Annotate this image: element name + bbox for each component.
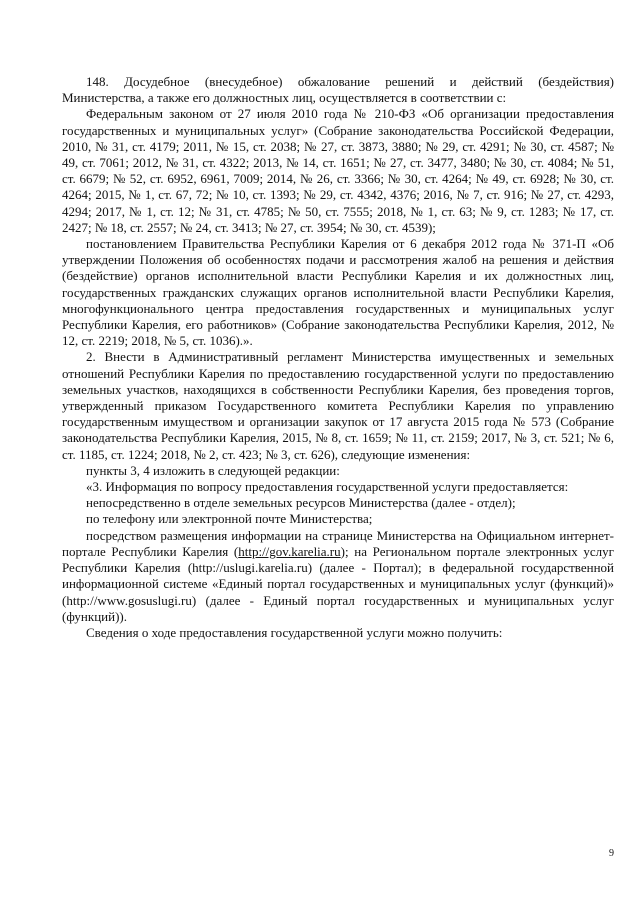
paragraph-federal-law-210: Федеральным законом от 27 июля 2010 года № 210-ФЗ «Об организации предоставления государственных и муниципальных услуг» (Собрание законодательства Российской Федерации, 2010, № 31, ст. 4179; 2011, № 15, ст. 2038; № 27, ст. 3873, 3880; № 29, ст. 4291; № 30, ст. 4587; № 49, ст. 7061; 2012, № 31, ст. 4322; 2013, № 14, ст. 1651; № 27, ст. 3477, 3480; № 30, ст. 4084; № 51, ст. 6679; № 52, ст. 6952, 6961, 7009; 2014, № 26, ст. 3366; № 30, ст. 4264; № 49, ст. 6928; № 30, ст. 4264; 2015, № 1, ст. 67, 72; № 10, ст. 1393; № 29, ст. 4342, 4376; 2016, № 7, ст. 916; № 27, ст. 4293, 4294; 2017, № 1, ст. 12; № 31, ст. 4785; № 50, ст. 7555; 2018, № 1, ст. 63; № 9, ст. 1283; № 17, ст. 2427; № 18, ст. 2557; № 24, ст. 3413; № 27, ст. 3954; № 30, ст. 4539);	[62, 106, 614, 235]
portal-text-part-1: посредством размещения информации на странице Министерства на Официальном интернет-портале Республики Карелия (	[62, 527, 614, 559]
page-number: 9	[609, 848, 614, 859]
document-body	[62, 74, 614, 641]
paragraph-148: 148. Досудебное (внесудебное) обжалование решений и действий (бездействия) Министерства, а также его должностных лиц, осуществляется в соответствии с:	[62, 74, 614, 106]
paragraph-direct: непосредственно в отделе земельных ресурсов Министерства (далее - отдел);	[86, 495, 516, 511]
paragraph-portals	[62, 528, 614, 625]
portal-text-part-2: ); на Региональном портале электронных услуг Республики Карелия (http://uslugi.karelia.ru) (далее - Портал); в федеральной государственной информационной системе «Единый портал государственных и муниципальных услуг (функций)» (http://www.gosuslugi.ru) (далее - Единый портал государственных и муниципальных услуг (функций)).	[62, 543, 614, 624]
paragraph-item-2: 2. Внести в Административный регламент Министерства имущественных и земельных отношений Республики Карелия по предоставлению государственной услуги по предоставлению земельных участков, находящихся в собственности Республики Карелия, без проведения торгов, утвержденный приказом Государственного комитета Республики Карелия по управлению государственным имуществом и организации закупок от 17 августа 2015 года № 573 (Собрание законодательства Республики Карелия, 2015, № 8, ст. 1659; № 11, ст. 2159; 2017, № 3, ст. 521; № 6, ст. 1185, ст. 1224; 2018, № 2, ст. 423; № 3, ст. 626), следующие изменения:	[62, 349, 614, 462]
paragraph-status-info: Сведения о ходе предоставления государственной услуги можно получить:	[86, 624, 503, 640]
gov-karelia-link[interactable]: http://gov.karelia.ru	[238, 543, 341, 559]
paragraph-points-3-4: пункты 3, 4 изложить в следующей редакции:	[86, 462, 340, 478]
paragraph-item-3: «3. Информация по вопросу предоставления государственной услуги предоставляется:	[86, 479, 569, 495]
paragraph-resolution-371: постановлением Правительства Республики Карелия от 6 декабря 2012 года № 371-П «Об утверждении Положения об особенностях подачи и рассмотрения жалоб на решения и действия (бездействие) органов исполнительной власти Республики Карелия и их должностных лиц, государственных гражданских служащих органов исполнительной власти Республики Карелия, многофункционального центра предоставления государственных и муниципальных услуг Республики Карелия, его работников» (Собрание законодательства Республики Карелия, 2012, № 12, ст. 2219; 2018, № 5, ст. 1036).».	[62, 236, 614, 349]
paragraph-phone: по телефону или электронной почте Министерства;	[86, 511, 373, 527]
